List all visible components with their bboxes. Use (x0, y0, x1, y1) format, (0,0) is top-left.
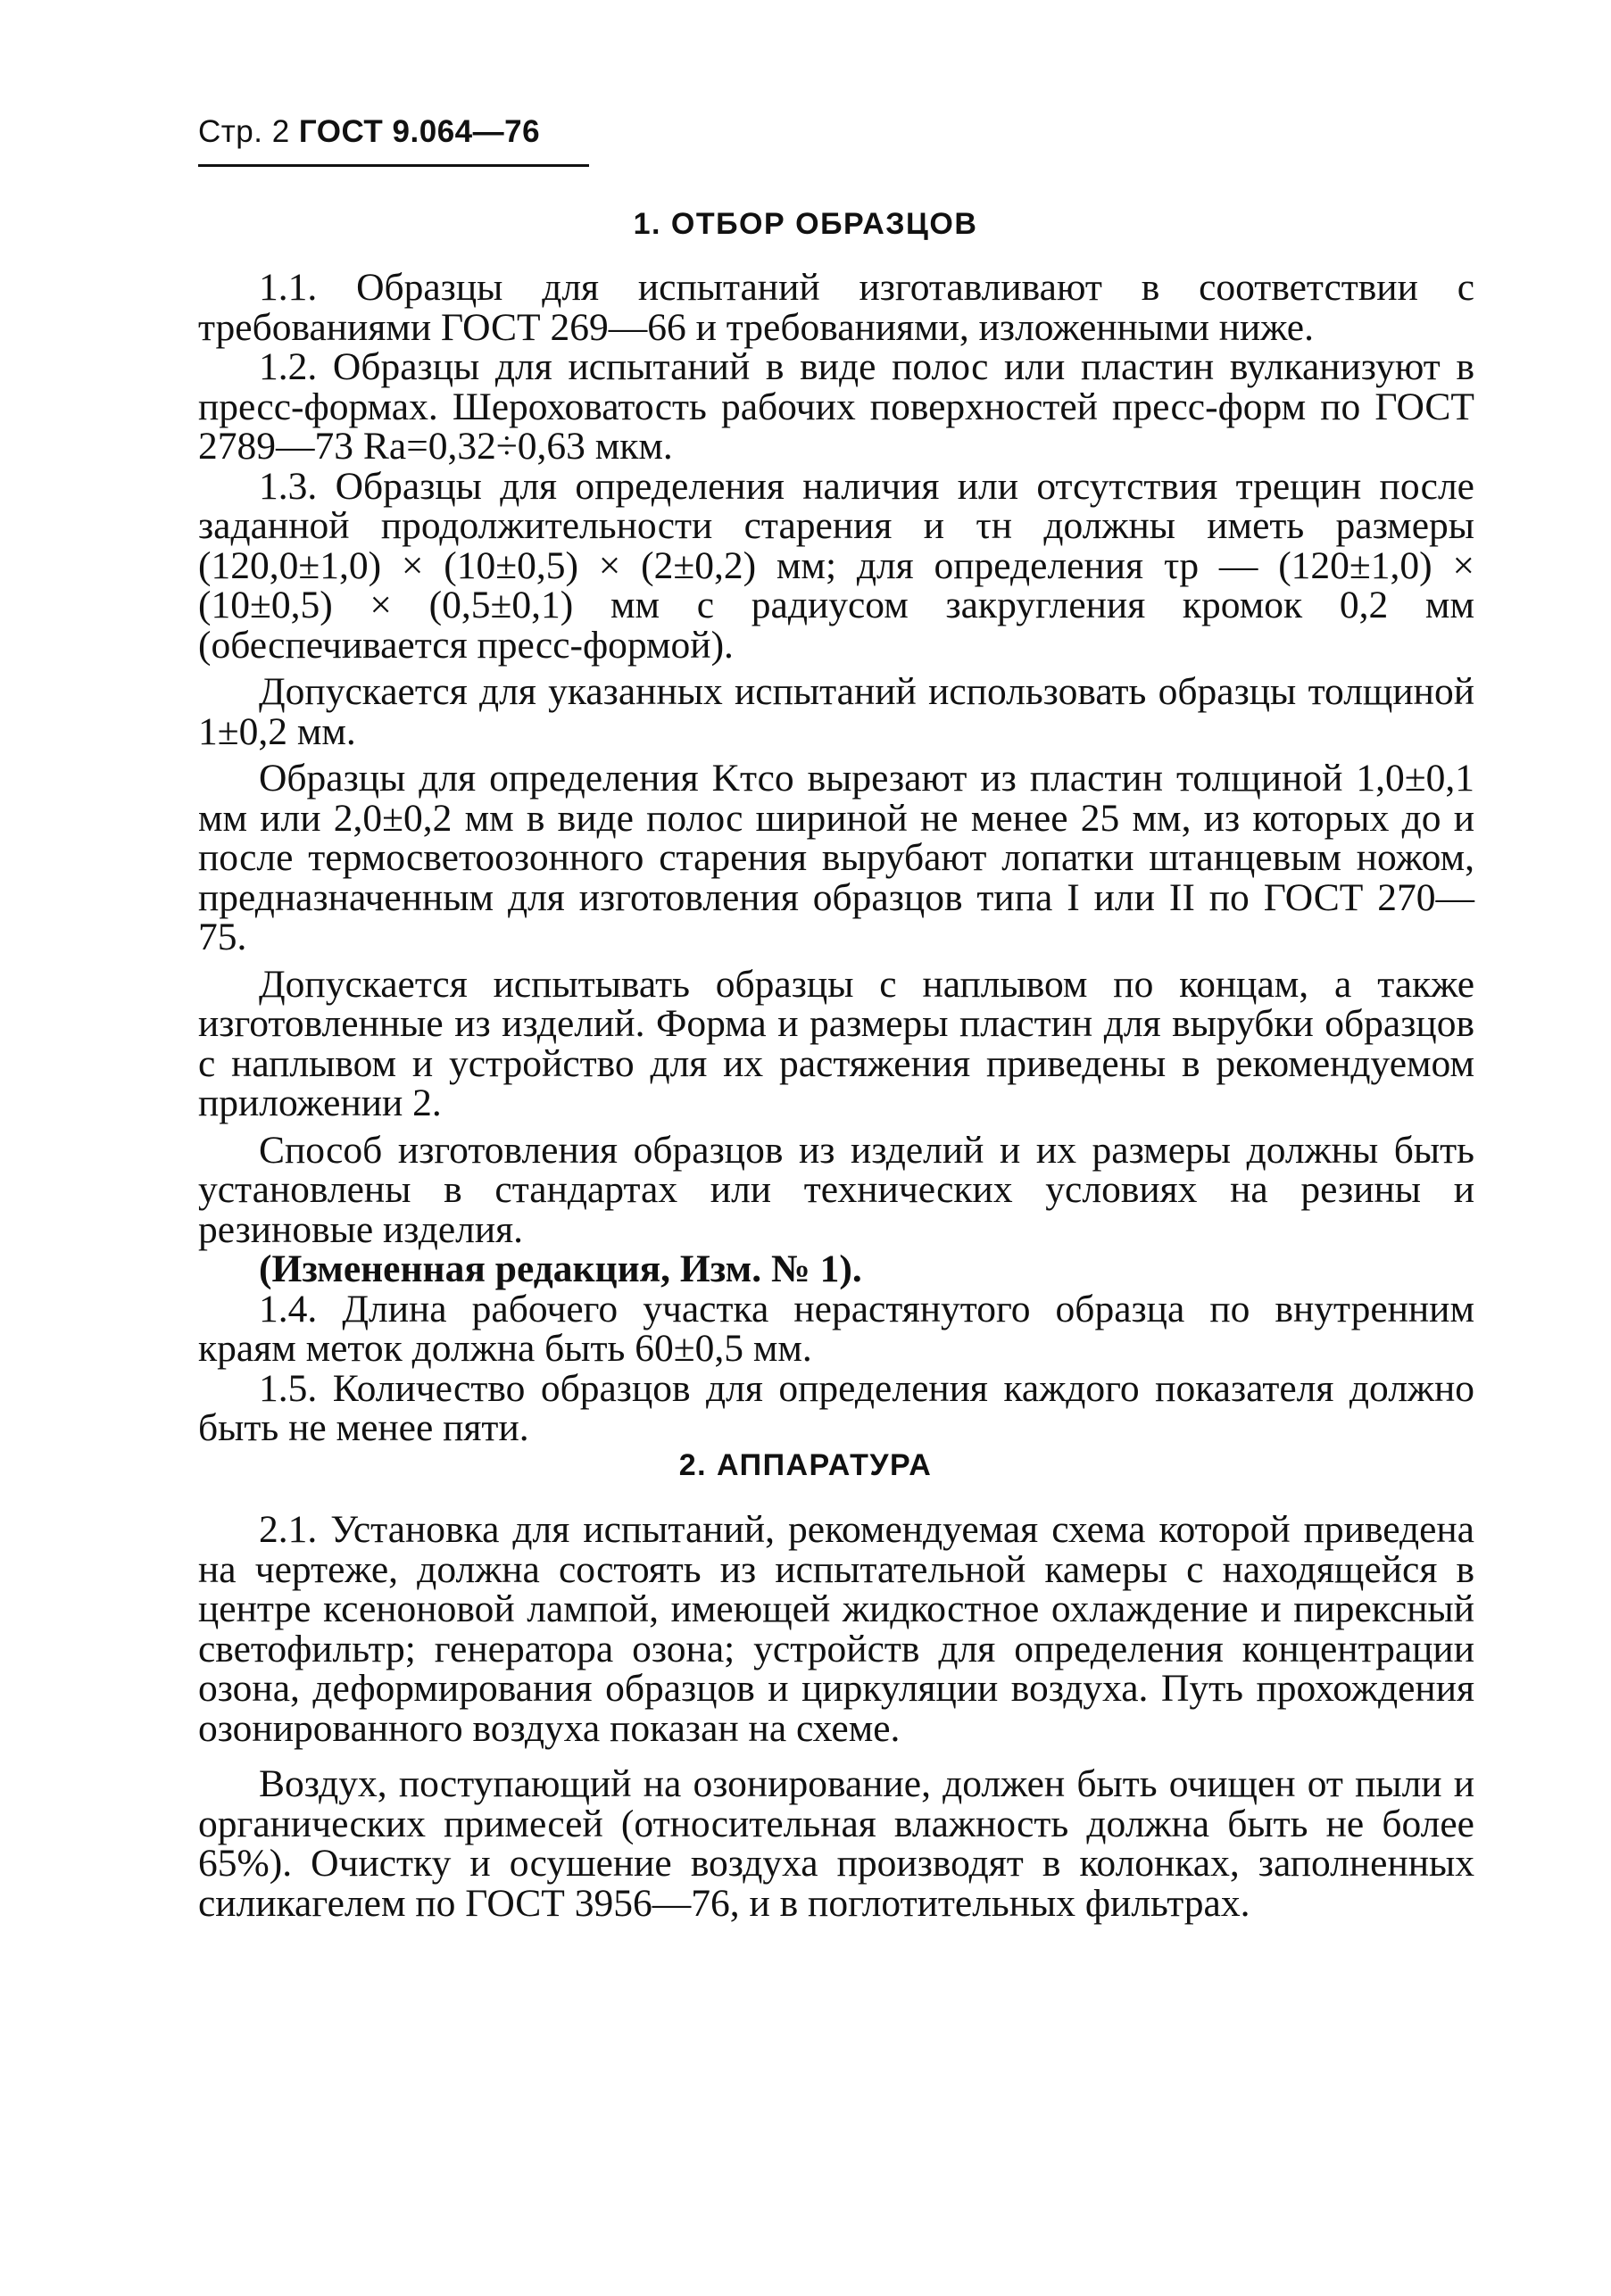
clause-2-1: 2.1. Установка для испытаний, рекомендуемая схема которой приведена на чертеже, должна состоять из испытательной камеры с находящейся в центре ксеноновой лампой, имеющей жидкостное охлаждение и пирексный светофильтр; генератора озона; устройств для определения концентрации озона, деформирования образцов и циркуляции воздуха. Путь прохождения озонированного воздуха показан на схеме. (198, 1508, 1474, 1750)
clause-1-1: 1.1. Образцы для испытаний изготавливают в соответствии с требованиями ГОСТ 269—66 и требованиями, изложенными ниже. (198, 266, 1474, 349)
section-2-body (198, 1510, 1474, 1923)
section-2-heading: 2. АППАРАТУРА (678, 1448, 933, 1482)
amendment-note: (Измененная редакция, Изм. № 1). (259, 1247, 862, 1290)
clause-1-4: 1.4. Длина рабочего участка нерастянутого образца по внутренним краям меток должна быть 60±0,5 мм. (198, 1287, 1474, 1370)
section-1-body (198, 268, 1474, 1448)
clause-1-3-ktso-samples: Образцы для определения Kтсо вырезают из пластин толщиной 1,0±0,1 мм или 2,0±0,2 мм в виде полос шириной не менее 25 мм, из которых до и после термосветоозонного старения вырубают лопатки штанцевым ножом, предназначенным для изготовления образцов типа I или II по ГОСТ 270—75. (198, 757, 1474, 958)
clause-1-5: 1.5. Количество образцов для определения каждого показателя должно быть не менее пяти. (198, 1366, 1474, 1449)
clause-1-3-allowance: Допускается для указанных испытаний использовать образцы толщиной 1±0,2 мм. (198, 670, 1474, 753)
clause-1-3-product-samples: Способ изготовления образцов из изделий и их размеры должны быть установлены в стандартах или технических условиях на резины и резиновые изделия. (198, 1128, 1474, 1251)
clause-1-3-flash-samples: Допускается испытывать образцы с наплывом по концам, а также изготовленные из изделий. Форма и размеры пластин для вырубки образцов с наплывом и устройство для их растяжения приведены в рекомендуемом приложении 2. (198, 962, 1474, 1124)
header-rule (198, 164, 589, 167)
page-number-label: Стр. 2 (198, 114, 290, 149)
clause-2-1-air-treatment: Воздух, поступающий на озонирование, должен быть очищен от пыли и органических примесей (относительная влажность должна быть не более 65%). Очистку и осушение воздуха производят в колонках, заполненных силикагелем по ГОСТ 3956—76, и в поглотительных фильтрах. (198, 1762, 1474, 1925)
clause-1-3: 1.3. Образцы для определения наличия или отсутствия трещин после заданной продолжительности старения и τн должны иметь размеры (120,0±1,0) × (10±0,5) × (2±0,2) мм; для определения τр — (120±1,0) × (10±0,5) × (0,5±0,1) мм с радиусом закругления кромок 0,2 мм (обеспечивается пресс-формой). (198, 464, 1474, 667)
section-1-heading: 1. ОТБОР ОБРАЗЦОВ (633, 207, 978, 241)
standard-code: ГОСТ 9.064—76 (298, 114, 541, 149)
clause-1-2: 1.2. Образцы для испытаний в виде полос или пластин вулканизуют в пресс-формах. Шероховатость рабочих поверхностей пресс-форм по ГОСТ 2789—73 Ra=0,32÷0,63 мкм. (198, 345, 1474, 468)
running-head (198, 114, 540, 150)
